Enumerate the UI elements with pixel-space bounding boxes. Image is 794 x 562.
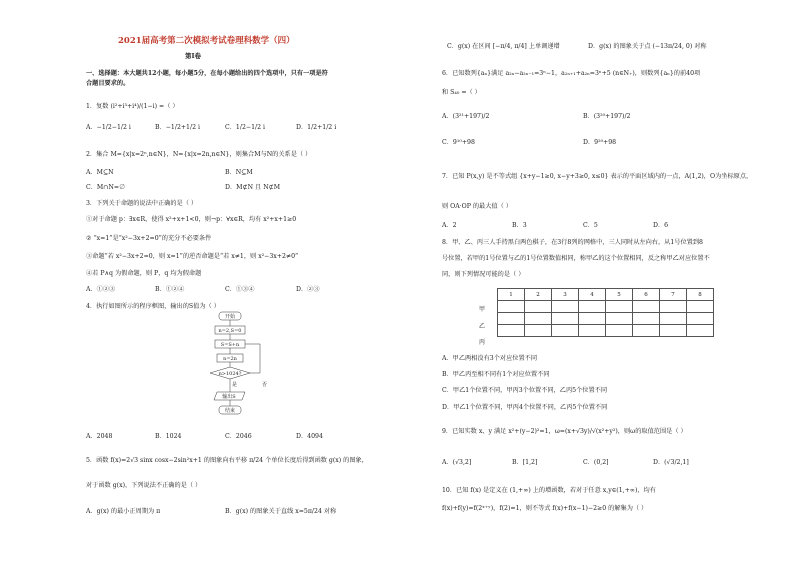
q8-row-c [498, 325, 714, 337]
q8-option-a: A．甲乙两相没有3个对应位置不同 [442, 355, 538, 362]
q8-option-d: D．甲乙1个位置不同，甲丙4个位置不同，乙丙5个位置不同 [442, 404, 608, 411]
q4-flowchart [195, 310, 275, 430]
q5-option-a: A．g(x) 的最小正周期为 π [86, 508, 161, 515]
q9-option-b: B．[1,2] [512, 459, 538, 466]
q1-option-b: B．−1/2+1/2 i [155, 124, 200, 131]
q3-item-2: ② “x=1”是“x²−3x+2=0”的充分不必要条件 [86, 235, 212, 242]
flow-end-label: 结束 [224, 408, 236, 414]
q8-option-b: B．甲乙丙至相不同有1个对应位置不同 [442, 371, 550, 378]
q6-line-2: 和 S₄₀ =（ ） [442, 89, 481, 96]
flow-sum-label: S=S+n [220, 342, 240, 348]
q7-option-c: C．5 [583, 222, 598, 229]
flow-output-label: 输出S [222, 394, 236, 400]
q7-option-d: D．6 [653, 222, 669, 229]
q9-option-d: D．(√3/2,1] [653, 459, 689, 466]
q2-option-d: D．M⊄N 且 N⊄M [225, 184, 281, 191]
q3-option-b: B．①②④ [155, 286, 185, 293]
q6-option-b: B．(3²⁰+197)/2 [583, 113, 631, 120]
q8-line-1: 8．甲、乙、丙三人手持黑白两色棋子，在3行8列的网格中，三人同时从左向右，从1号位置到8 [442, 239, 703, 246]
section-instruction-2: 合题目要求的。 [86, 80, 130, 87]
q8-col-6: 6 [633, 289, 660, 301]
q8-row-label-b: 乙 [479, 323, 486, 330]
flow-no-label: 否 [262, 382, 268, 388]
q5-line-2: 对于函数 g(x)，下列说法不正确的是（ ） [86, 482, 202, 489]
q1-option-a: A．−1/2−1/2 i [86, 124, 131, 131]
q8-col-4: 4 [579, 289, 606, 301]
q2-option-c: C．M∩N=∅ [86, 184, 126, 191]
q3-item-1: ①对于命题 p：∃x∈R，使得 x²+x+1<0，则¬p：∀x∈R，均有 x²+x+1≥0 [86, 216, 297, 223]
q8-col-5: 5 [606, 289, 633, 301]
q4-stem: 4．执行如图所示的程序框图，输出的S值为（ ） [86, 303, 220, 310]
q7-line-1: 7．已知 P(x,y) 是不等式组 {x+y−1≥0, x−y+3≥0, x≤0} 表示的平面区域内的一点，A(1,2)，O为坐标原点， [442, 173, 753, 180]
q8-col-3: 3 [552, 289, 579, 301]
q2-stem: 2．集合 M={x|x=2ⁿ,n∈N}，N={x|x=2n,n∈N}，则集合M与N的关系是（ ） [86, 151, 312, 158]
q8-col-1: 1 [498, 289, 525, 301]
q8-row-label-a: 甲 [479, 306, 486, 313]
flow-init-label: n=2,S=0 [218, 328, 242, 334]
q8-line-2: 号位置，若甲的1号位置与乙的1号位置数值相同，称甲乙的这个位置相同，反之称甲乙对应位置不 [442, 255, 710, 262]
q4-option-a: A．2048 [86, 433, 113, 440]
q8-row-a [498, 301, 714, 313]
q3-item-4: ④若 P∧q 为假命题，则 P，q 均为假命题 [86, 270, 202, 277]
q8-position-table [497, 288, 714, 337]
flow-double-label: n=2n [223, 356, 237, 362]
q6-line-1: 6．已知数列{aₙ}满足 a₂ₙ−a₂ₙ₋₁=3ⁿ−1，a₂ₙ₊₁+a₂ₙ=3ⁿ+5 (n∈N₊)，则数列{aₙ}的前40项 [442, 70, 701, 77]
q1-stem: 1．复数 (i²+i³+i⁴)/(1−i) =（ ） [86, 103, 179, 110]
q3-option-a: A．①②③ [86, 286, 116, 293]
q7-option-a: A．2 [442, 222, 457, 229]
q3-option-d: D．②③ [296, 286, 320, 293]
q8-col-7: 7 [660, 289, 687, 301]
q10-line-2: f(x)+f(y)=f(2ˣ⁺ʸ)，f(2)=1，则不等式 f(x)+f(x−1)−2≥0 的解集为（ ） [442, 505, 648, 512]
q3-item-3: ③命题“若 x²−3x+2=0，则 x=1”的逆否命题是“若 x≠1，则 x²−3x+2≠0” [86, 253, 299, 260]
q9-stem: 9．已知实数 x、y 满足 x²+(y−2)²=1，ω=(x+√3y)/√(x²+y²)，则ω的取值范围是（ ） [442, 428, 687, 435]
q4-option-b: B．1024 [155, 433, 182, 440]
q9-option-a: A．(√3,2] [442, 459, 472, 466]
flow-decision-label: n>1024? [218, 371, 242, 377]
q4-option-d: D．4094 [296, 433, 323, 440]
page-title: 2021届高考第二次模拟考试卷理科数学（四） [118, 36, 295, 46]
q8-col-2: 2 [525, 289, 552, 301]
q8-line-3: 同，则下列情况可能的是（ ） [442, 271, 525, 278]
q5-line-1: 5．函数 f(x)=2√3 sinx cosx−2sin²x+1 的图象向右平移 π/24 个单位长度后得到函数 g(x) 的图象， [86, 457, 368, 464]
q6-option-a: A．(3²¹+197)/2 [442, 113, 490, 120]
q7-line-2: 则 OA·OP 的最大值（ ） [442, 203, 512, 210]
q6-option-d: D．9²⁰+98 [583, 139, 617, 146]
q10-line-1: 10．已知 f(x) 是定义在 (1,+∞) 上的增函数，若对于任意 x,y∈(1,+∞)，均有 [442, 487, 656, 494]
q8-row-b [498, 313, 714, 325]
q8-option-c: C．甲乙1个位置不同，甲丙3个位置不同，乙丙5个位置不同 [442, 387, 608, 394]
q6-option-c: C．9¹⁰+98 [442, 139, 475, 146]
q8-header-row [498, 289, 714, 301]
section-subtitle: 第Ⅰ卷 [185, 52, 202, 60]
q8-row-label-c: 丙 [479, 339, 486, 346]
q5-option-c: C．g(x) 在区间 [−π/4, π/4] 上单调递增 [447, 43, 560, 50]
q7-option-b: B．3 [512, 222, 527, 229]
q2-option-a: A．M⊆N [86, 169, 114, 176]
q1-option-c: C．1/2−1/2 i [225, 124, 265, 131]
section-instruction-1: 一、选择题：本大题共12小题，每小题5分，在每小题给出的四个选项中，只有一项是符 [86, 70, 328, 77]
q1-option-d: D．1/2+1/2 i [296, 124, 337, 131]
flow-yes-label: 是 [232, 382, 238, 388]
q2-option-b: B．N⊆M [225, 169, 253, 176]
q3-stem: 3．下列关于命题的说法中正确的是（ ） [86, 200, 198, 207]
q3-option-c: C．①③④ [225, 286, 255, 293]
q4-option-c: C．2046 [225, 433, 252, 440]
right-column [397, 0, 794, 562]
q5-option-d: D．g(x) 的图象关于点 (−13π/24, 0) 对称 [588, 43, 707, 50]
q9-option-c: C．(0,2] [583, 459, 609, 466]
flow-start-label: 开始 [224, 314, 236, 320]
q8-col-8: 8 [687, 289, 714, 301]
q5-option-b: B．g(x) 的图象关于直线 x=5π/24 对称 [225, 508, 337, 515]
